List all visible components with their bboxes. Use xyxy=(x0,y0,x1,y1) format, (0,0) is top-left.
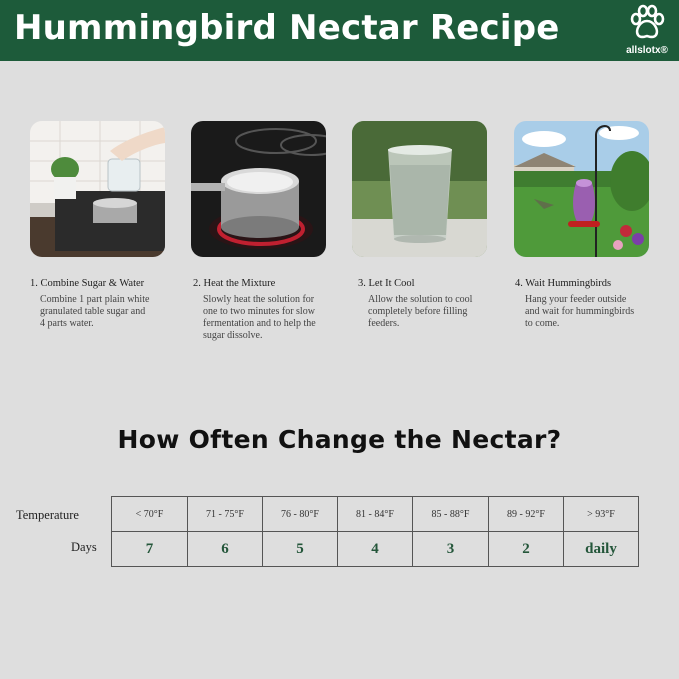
temperature-cell: 89 - 92°F xyxy=(489,497,564,532)
step-1-photo xyxy=(30,121,165,257)
step-3-title: 3. Let It Cool xyxy=(358,278,415,289)
days-cell: 3 xyxy=(413,532,489,567)
step-1-title: 1. Combine Sugar & Water xyxy=(30,278,145,289)
schedule-title: How Often Change the Nectar? xyxy=(117,425,562,454)
temperature-row xyxy=(112,497,639,532)
days-cell: 4 xyxy=(338,532,413,567)
header-banner xyxy=(0,0,679,61)
step-2-title: 2. Heat the Mixture xyxy=(193,278,276,289)
temperature-cell: 81 - 84°F xyxy=(338,497,413,532)
step-1-description: Combine 1 part plain white granulated table sugar and 4 parts water. xyxy=(40,294,150,329)
days-cell: 2 xyxy=(489,532,564,567)
step-2-photo xyxy=(191,121,326,257)
paw-icon xyxy=(627,4,667,44)
temperature-row-label: Temperature xyxy=(16,508,79,522)
brand-name: allslotx® xyxy=(626,45,668,56)
step-4-photo xyxy=(514,121,649,257)
days-cell: 6 xyxy=(188,532,263,567)
step-3-description: Allow the solution to cool completely before filling feeders. xyxy=(368,294,473,329)
days-cell: daily xyxy=(564,532,639,567)
temperature-cell: 71 - 75°F xyxy=(188,497,263,532)
nectar-change-table xyxy=(111,496,639,567)
temperature-cell: > 93°F xyxy=(564,497,639,532)
days-row xyxy=(112,532,639,567)
temperature-cell: 85 - 88°F xyxy=(413,497,489,532)
page-title: Hummingbird Nectar Recipe xyxy=(14,8,560,48)
step-4-description: Hang your feeder outside and wait for hummingbirds to come. xyxy=(525,294,635,329)
brand-logo xyxy=(618,4,676,58)
temperature-cell: < 70°F xyxy=(112,497,188,532)
days-cell: 7 xyxy=(112,532,188,567)
step-2-description: Slowly heat the solution for one to two minutes for slow fermentation and to help the sugar dissolve. xyxy=(203,294,316,341)
step-4-title: 4. Wait Hummingbirds xyxy=(515,278,612,289)
days-row-label: Days xyxy=(71,540,97,554)
step-3-photo xyxy=(352,121,487,257)
temperature-cell: 76 - 80°F xyxy=(263,497,338,532)
days-cell: 5 xyxy=(263,532,338,567)
